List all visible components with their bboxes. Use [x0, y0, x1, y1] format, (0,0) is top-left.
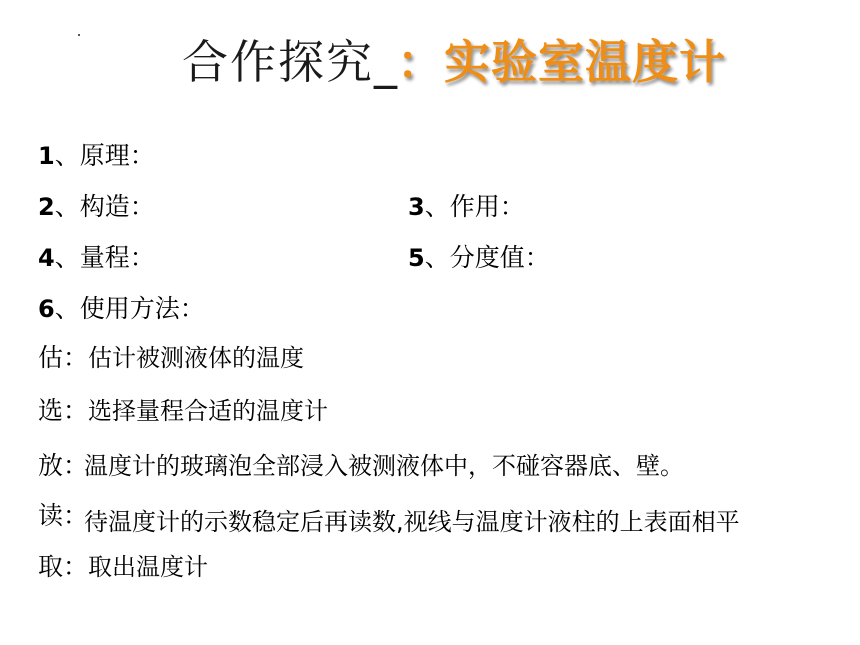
item-division [408, 243, 550, 273]
title-main: 合作探究 [182, 35, 374, 89]
step-select [38, 396, 328, 426]
step-read [38, 501, 740, 537]
step-text: 温度计的玻璃泡全部浸入被测液体中，不碰容器底、壁。 [84, 452, 685, 480]
item-function [408, 192, 525, 222]
step-label: 估： [38, 343, 89, 372]
item-label: 、原理： [54, 141, 155, 170]
step-label: 放： [38, 451, 89, 480]
item-range [38, 243, 155, 273]
step-label: 读： [38, 501, 89, 530]
decorative-dot [78, 34, 80, 36]
step-text: 估计被测液体的温度 [88, 344, 305, 372]
item-usage [38, 294, 205, 324]
step-text: 取出温度计 [88, 553, 209, 581]
step-label: 取： [38, 552, 89, 581]
step-text: 待温度计的示数稳定后再读数,视线与温度计液柱的上表面相平 [84, 508, 740, 536]
step-estimate [38, 343, 304, 373]
page-title [182, 26, 726, 90]
step-remove [38, 552, 208, 582]
item-label: 、作用： [424, 192, 525, 221]
item-label: 、使用方法： [54, 294, 205, 323]
step-text: 选择量程合适的温度计 [88, 397, 329, 425]
item-principle [38, 141, 155, 171]
item-number: 2 [38, 193, 55, 221]
item-structure [38, 192, 155, 222]
step-place [38, 451, 684, 481]
item-number: 4 [38, 244, 55, 272]
item-label: 、构造： [54, 192, 155, 221]
item-number: 5 [408, 244, 425, 272]
item-label: 、分度值： [424, 243, 550, 272]
title-accent: ：实验室温度计 [397, 35, 726, 89]
step-label: 选： [38, 396, 89, 425]
item-number: 6 [38, 295, 55, 323]
item-label: 、量程： [54, 243, 155, 272]
title-underscore: _ [374, 35, 397, 89]
item-number: 3 [408, 193, 425, 221]
item-number: 1 [38, 142, 55, 170]
